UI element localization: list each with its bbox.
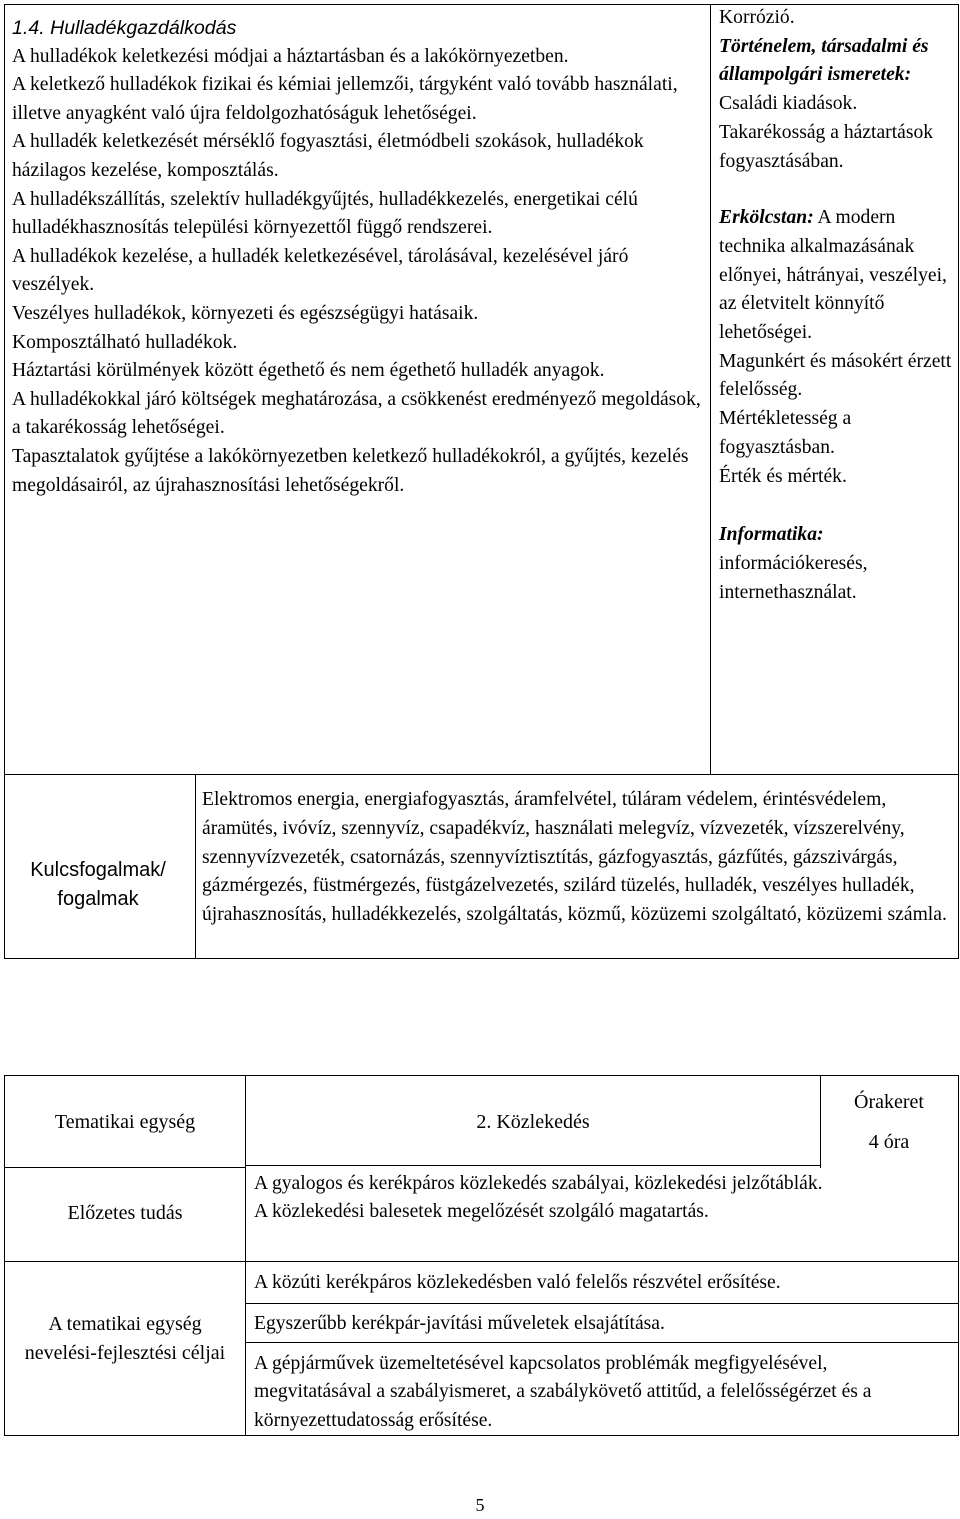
unit-title: 2. Közlekedés bbox=[476, 1111, 590, 1133]
tortenelem-label: Történelem, társadalmi és állampolgári ismeretek: bbox=[719, 35, 929, 86]
spacer bbox=[719, 176, 955, 204]
top-table-border-left bbox=[4, 4, 5, 959]
bottom-table-row2 bbox=[4, 1261, 959, 1262]
content-line: A hulladékszállítás, szelektív hulladékgyűjtés, hulladékkezelés, energetikai célú hulladékhasznosítás települési környezettől függő rendszerei. bbox=[12, 188, 638, 239]
top-table-col-divider bbox=[710, 4, 711, 774]
content-line: Komposztálható hulladékok. bbox=[12, 331, 238, 353]
tortenelem-text: Családi kiadások. bbox=[719, 93, 858, 115]
bottom-table-border-right bbox=[958, 1075, 959, 1436]
bottom-table-border-top bbox=[4, 1075, 959, 1076]
kulcsfogalmak-label: Kulcsfogalmak/ fogalmak bbox=[30, 859, 166, 910]
erkolcstan-text-3: Mértékletesség a fogyasztásban. bbox=[719, 408, 852, 458]
top-table-row-divider bbox=[4, 774, 959, 775]
top-table-border-right bbox=[958, 4, 959, 959]
bottom-table-row4 bbox=[245, 1342, 959, 1343]
tematikai-egyseg-label: Tematikai egység bbox=[54, 1111, 196, 1133]
cel-2: Egyszerűbb kerékpár-javítási műveletek elsajátítása. bbox=[254, 1313, 665, 1334]
kulcsfogalmak-text: Elektromos energia, energiafogyasztás, áramfelvétel, túláram védelem, érintésvédelem, áramütés, ivóvíz, szennyvíz, csapadékvíz, használati melegvíz, vízvezeték, vízszerelvény, szennyvízvezeték, csatornázás, szennyvíztisztítás, gázfogyasztás, gázfűtés, gázszivárgás, gázmérgezés, füstmérgezés, füstgázelvezetés, szilárd tüzelés, hulladék, veszélyes hulladék, újrahasznosítás, hulladékkezelés, szolgáltatás, közmű, közüzemi szolgáltató, közüzemi számla. bbox=[202, 789, 947, 926]
celjai-label: A tematikai egység nevelési-fejlesztési céljai bbox=[24, 1313, 226, 1364]
elozetes-tudas-label: Előzetes tudás bbox=[67, 1202, 183, 1224]
elozetes-line: A közlekedési balesetek megelőzését szolgáló magatartás. bbox=[254, 1201, 709, 1223]
informatika-label: Informatika: bbox=[719, 524, 824, 546]
top-table-kulcs-divider bbox=[195, 774, 196, 959]
bottom-table-row1-right bbox=[245, 1165, 821, 1166]
erkolcstan-text-2: Magunkért és másokért érzett felelősség. bbox=[719, 350, 952, 401]
content-line: Veszélyes hulladékok, környezeti és egészségügyi hatásaik. bbox=[12, 302, 479, 324]
content-line: Tapasztalatok gyűjtése a lakókörnyezetben keletkező hulladékokról, a gyűjtés, kezelés megoldásairól, az újrahasznosítási lehetőségekről. bbox=[12, 445, 689, 496]
informatika-text: információkeresés, internethasználat. bbox=[719, 552, 868, 603]
bottom-table-row1-left bbox=[4, 1167, 246, 1168]
content-line: Háztartási körülmények között égethető és nem égethető hulladék anyagok. bbox=[12, 360, 605, 382]
orakeret-label: Órakeret bbox=[854, 1091, 924, 1113]
erkolcstan-label: Erkölcstan: bbox=[719, 207, 814, 229]
orakeret-value: 4 óra bbox=[868, 1131, 910, 1153]
content-line: A hulladék keletkezését mérséklő fogyasztási, életmódbeli szokások, hulladékok házilagos kezelése, komposztálás. bbox=[12, 131, 644, 181]
content-line: A hulladékokkal járó költségek meghatározása, a csökkenést eredményező megoldások, a takarékosság lehetőségei. bbox=[12, 388, 701, 439]
tortenelem-block bbox=[719, 33, 955, 119]
section-title: 1.4. Hulladékgazdálkodás bbox=[12, 17, 237, 39]
bottom-table-row3 bbox=[245, 1303, 959, 1304]
erkolcstan-block bbox=[719, 204, 955, 348]
erkolcstan-text-4: Érték és mérték. bbox=[719, 465, 847, 487]
top-table-border-bottom bbox=[4, 958, 959, 959]
content-line: A hulladékok keletkezési módjai a háztartásban és a lakókörnyezetben. bbox=[12, 45, 569, 67]
korrozio-text: Korrózió. bbox=[719, 7, 795, 28]
content-line: A keletkező hulladékok fizikai és kémiai jellemzői, tárgyként való tovább használati, illetve anyagként való újra feldolgozhatóságuk lehetőségei. bbox=[12, 74, 678, 124]
page-number: 5 bbox=[475, 1495, 485, 1515]
content-column bbox=[12, 14, 702, 500]
cel-1: A közúti kerékpáros közlekedésben való felelős részvétel erősítése. bbox=[254, 1272, 781, 1293]
content-line: A hulladékok kezelése, a hulladék keletkezésével, tárolásával, kezelésével járó veszélyek. bbox=[12, 245, 629, 296]
tortenelem-text-2: Takarékosság a háztartások fogyasztásában. bbox=[719, 121, 934, 172]
elozetes-tudas-text bbox=[254, 1170, 864, 1227]
erkolcstan-text: A modern technika alkalmazásának előnyei, hátrányai, veszélyei, az életvitelt könnyítő lehetőségei. bbox=[719, 207, 947, 344]
elozetes-line: A gyalogos és kerékpáros közlekedés szabályai, közlekedési jelzőtáblák. bbox=[254, 1173, 823, 1194]
connections-column bbox=[719, 4, 955, 607]
spacer bbox=[719, 491, 955, 521]
cel-3: A gépjárművek üzemeltetésével kapcsolatos problémák megfigyelésével, megvitatásával a szabályismeret, a szabálykövető attitűd, a felelősségérzet és a környezettudatosság erősítése. bbox=[254, 1353, 872, 1431]
